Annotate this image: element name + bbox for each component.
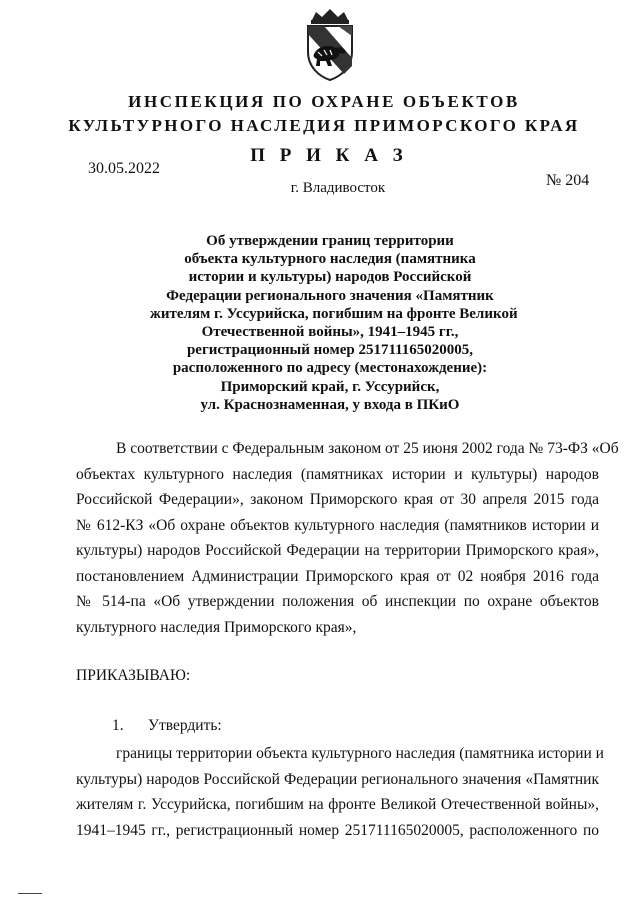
title-line: расположенного по адресу (местонахождение):: [172, 360, 488, 377]
title-line: ул. Краснознаменная, у входа в ПКиО: [200, 396, 460, 413]
paragraph-line: В соответствии с Федеральным законом от 25 июня 2002 года № 73-ФЗ «Об: [116, 440, 619, 457]
orders-heading: ПРИКАЗЫВАЮ:: [76, 667, 191, 684]
document-number: № 204: [546, 172, 590, 189]
paragraph-line: № 612-КЗ «Об охране объектов культурного наследия (памятников истории и: [76, 516, 599, 534]
organization-name-line-1: ИНСПЕКЦИЯ ПО ОХРАНЕ ОБЪЕКТОВ: [128, 92, 520, 111]
paragraph-line: Российской Федерации», законом Приморского края от 30 апреля 2015 года: [76, 491, 599, 508]
paragraph-line: границы территории объекта культурного наследия (памятника истории и: [116, 745, 604, 762]
paragraph-line: 1941–1945 гг., регистрационный номер 251711165020005, расположенного по: [76, 821, 599, 839]
paragraph-line: № 514-па «Об утверждении положения об инспекции по охране объектов: [76, 593, 599, 610]
title-line: Приморский край, г. Уссурийск,: [220, 378, 440, 395]
title-line: Отечественной войны», 1941–1945 гг.,: [201, 324, 459, 341]
paragraph-line: объектах культурного наследия (памятниках истории и культуры) народов: [76, 465, 599, 483]
order-item-1-paragraph: [76, 741, 604, 843]
preamble-paragraph: [76, 436, 619, 640]
footer-rule: [18, 893, 42, 894]
paragraph-line: жителям г. Уссурийска, погибшим на фронте Великой Отечественной войны»,: [76, 796, 599, 813]
title-line: Об утверждении границ территории: [206, 233, 454, 249]
title-line: регистрационный номер 251711165020005,: [186, 342, 474, 359]
organization-name-line-2: КУЛЬТУРНОГО НАСЛЕДИЯ ПРИМОРСКОГО КРАЯ: [68, 116, 580, 135]
paragraph-line: культуры) народов Российской Федерации на территории Приморского края»,: [76, 542, 599, 559]
paragraph-line: культуры) народов Российской Федерации регионального значения «Памятник: [76, 770, 599, 788]
order-item-1: [112, 717, 222, 735]
title-line: истории и культуры) народов Российской: [188, 269, 472, 286]
order-item-text: Утвердить:: [148, 717, 222, 734]
title-line: Федерации регионального значения «Памятник: [166, 287, 494, 304]
document-title: [150, 232, 518, 414]
document-type-heading: П Р И К А З: [250, 145, 408, 166]
primorsky-krai-coat-of-arms-icon: [298, 6, 362, 82]
paragraph-line: культурного наследия Приморского края»,: [76, 618, 357, 636]
document-date: 30.05.2022: [88, 160, 160, 177]
title-line: жителям г. Уссурийска, погибшим на фронте Великой: [150, 305, 518, 322]
document-city: г. Владивосток: [290, 180, 386, 196]
title-line: объекта культурного наследия (памятника: [184, 251, 476, 268]
paragraph-line: постановлением Администрации Приморского края от 02 ноября 2016 года: [76, 567, 599, 585]
order-item-number: 1.: [112, 717, 124, 734]
